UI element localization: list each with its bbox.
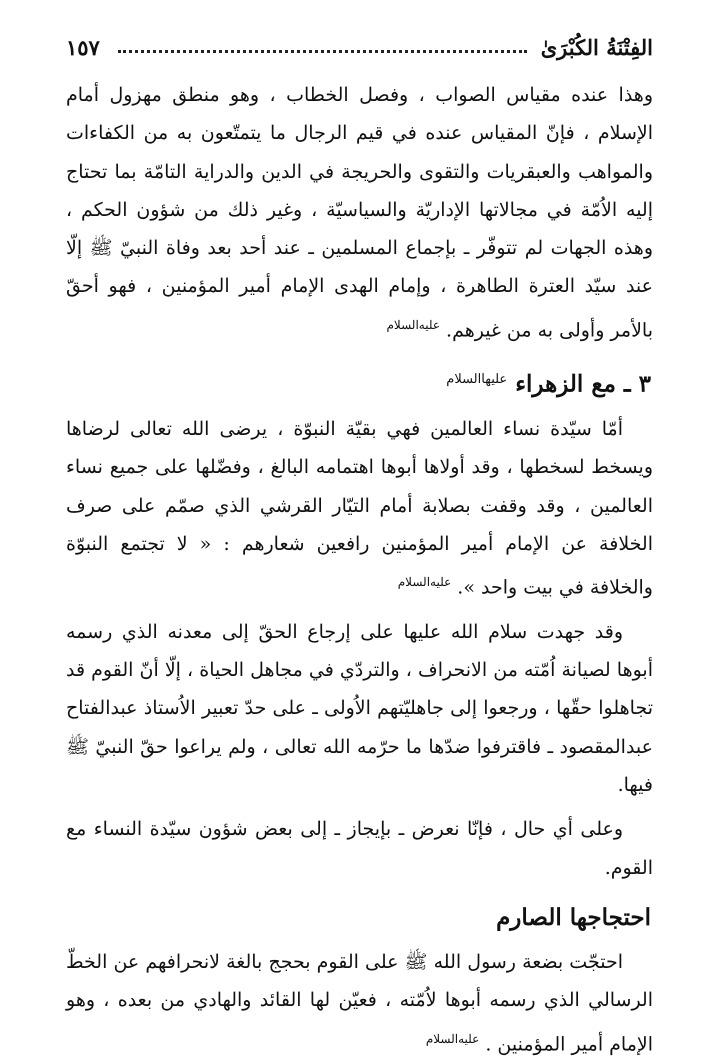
paragraph-4: وعلى أي حال ، فإنّا نعرض ـ بإيجاز ـ إلى بعض شؤون سيّدة النساء مع القوم. [66,818,653,879]
paragraph-1 [66,76,653,349]
section-heading-zahra-text: ٣ ـ مع الزهراء [515,371,651,399]
section-heading-salutation: عليهاالسلام [446,372,508,388]
page-header [66,30,653,64]
paragraph-5-text: احتجّت بضعة رسول الله ﷺ على القوم بحجج بالغة لانحرافهم عن الخطّ الرسالي الذي رسمه أبوها لاُمّته ، فعيّن لها القائد والهادي من بعده ، وهو الإمام أمير المؤمنين . [66,950,653,1055]
book-title: الفِتْنَةُ الكُبْرَىٰ [540,34,653,60]
paragraph-2-text: أمّا سيّدة نساء العالمين فهي بقيّة النبوّة ، يرضى الله تعالى لرضاها ويسخط لسخطها ، وقد أولاها أبوها اهتمامه البالغ ، وفضّلها على جميع نساء العالمين ، وقد وقفت بصلابة أمام التيّار القرشي الذي صمّم على صرف الخلافة عن الإمام أمير المؤمنين رافعين شعارهم : « لا تجتمع النبوّة والخلافة في بيت واحد ». [66,418,653,599]
salutation-ali-3: عليه‌السلام [425,1031,480,1046]
header-dot-leader [118,50,527,53]
paragraph-2 [66,410,653,607]
paragraph-3: وقد جهدت سلام الله عليها على إرجاع الحقّ إلى معدنه الذي رسمه أبوها لصيانة اُمّته من الانحراف ، والتردّي في مجاهل الحياة ، إلّا أنّ القوم قد تجاهلوا حقّها ، ورجعوا إلى جاهليّتهم الاُولى ـ على حدّ تعبير الاُستاذ عبدالفتاح عبدالمقصود ـ فاقترفوا ضدّها ما حرّمه الله تعالى ، ولم يراعوا حقّ النبيّ ﷺ فيها. [66,620,653,797]
page-number: ١٥٧ [66,34,100,60]
section-heading-ihtijaj: احتجاجها الصارم [496,903,651,931]
paragraph-5 [66,943,653,1063]
section-heading-zahra [66,363,653,402]
salutation-ali-1: عليه‌السلام [386,317,440,332]
paragraph-1-text: وهذا عنده مقياس الصواب ، وفصل الخطاب ، وهو منطق مهزول أمام الإسلام ، فإنّ المقياس عنده في قيم الرجال ما يتمتّعون به من الكفاءات والمواهب والعبقريات والتقوى والحريجة في الدين والدراية التامّة بما تحتاج إليه الاُمّة في مجالاتها الإداريّة والسياسيّة ، وغير ذلك من شؤون الحكم ، وهذه الجهات لم تتوفّر ـ بإجماع المسلمين ـ عند أحد بعد وفاة النبيّ ﷺ إلّا عند سيّد العترة الطاهرة ، وإمام الهدى الإمام أمير المؤمنين ، فهو أحقّ بالأمر وأولى به من غيرهم. [66,84,653,342]
salutation-ali-2: عليه‌السلام [397,575,452,590]
